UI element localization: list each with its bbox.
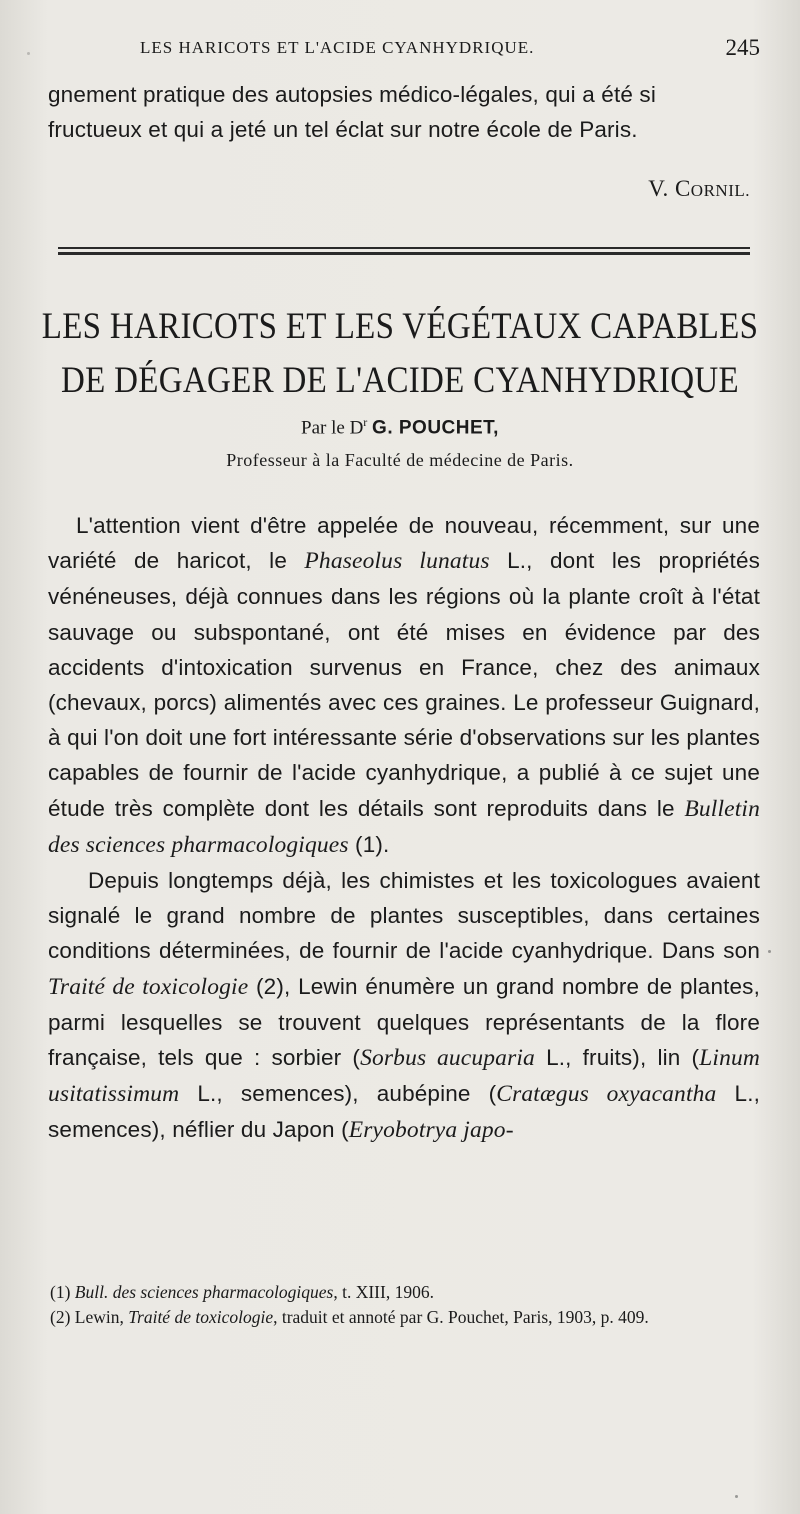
p2-text-3: L., fruits), lin ( [534, 1045, 700, 1071]
p2-text-2: (2), Lewin énumère un grand nombre de plantes, parmi lesquelles se trouvent quelques représentants de la flore française, tels que : sorbier ( [48, 973, 760, 1071]
signature-surname: ORNIL. [690, 181, 750, 200]
fn1-rest: , t. XIII, 1906. [333, 1282, 434, 1302]
previous-article-ending [48, 77, 760, 147]
fn2-title: Traité de toxicologie [128, 1307, 274, 1327]
byline-prefix: Par le D [301, 417, 364, 439]
p2-italic-sorbus: Sorbus aucuparia [360, 1045, 535, 1072]
scan-speck [768, 950, 771, 953]
previous-article-signature [648, 176, 750, 202]
p1-text-3: (1). [348, 831, 390, 857]
fn1-title: Bull. des sciences pharmacologiques [74, 1282, 334, 1302]
title-line-1: LES HARICOTS ET LES VÉGÉTAUX CAPABLES [41, 306, 759, 348]
fn1-number: (1) [50, 1282, 75, 1302]
byline [0, 415, 800, 439]
byline-sup: r [363, 415, 368, 429]
p2-italic-eryobotrya: Eryobotrya japo- [348, 1117, 514, 1144]
p2-text-5: L., semences), néflier du Japon ( [48, 1081, 760, 1143]
footnote-1 [50, 1280, 762, 1305]
page-number: 245 [725, 35, 760, 60]
divider-rule-thin [58, 247, 750, 249]
p1-italic-species: Phaseolus lunatus [304, 548, 490, 575]
author-affiliation: Professeur à la Faculté de médecine de Paris. [226, 450, 574, 470]
scan-speck [735, 1495, 738, 1498]
article-title [30, 300, 770, 408]
p2-italic-traite: Traité de toxicologie [48, 973, 249, 1000]
divider-rule-thick [58, 252, 750, 255]
continuation-line-1: gnement pratique des autopsies médico-légales, qui a été si [48, 82, 656, 107]
scan-speck [27, 52, 30, 55]
p1-italic-bulletin: Bulletin des sciences pharmacologiques [48, 795, 760, 858]
p1-text-1: L'attention vient d'être appelée de nouveau, récemment, sur une variété de haricot, le [48, 513, 760, 574]
p2-italic-crataegus: Cratægus oxyacantha [496, 1081, 717, 1108]
footnote-2 [50, 1305, 762, 1330]
p2-text-1: Depuis longtemps déjà, les chimistes et les toxicologues avaient signalé le grand nombre de plantes susceptibles, dans certaines conditions déterminées, de fournir de l'acide cyanhydrique. Dans son [48, 868, 760, 964]
p2-italic-linum: Linum usitatissimum [48, 1045, 761, 1108]
continuation-line-2: fructueux et qui a jeté un tel éclat sur notre école de Paris. [48, 117, 638, 143]
footnotes [50, 1280, 762, 1330]
fn2-number: (2) Lewin, [50, 1307, 129, 1327]
running-title: LES HARICOTS ET L'ACIDE CYANHYDRIQUE. [140, 38, 535, 57]
p1-text-2: L., dont les propriétés vénéneuses, déjà connues dans les régions où la plante croît à l'état sauvage ou subspontané, ont été mises en évidence par des accidents d'intoxication survenus en France, chez des animaux (chevaux, porcs) alimentés avec ces graines. Le professeur Guignard, à qui l'on doit une fort intéressante série d'observations sur les plantes capables de fournir de l'acide cyanhydrique, a publié à ce sujet une étude très complète dont les détails sont reproduits dans le [48, 548, 761, 821]
paragraph-2 [48, 863, 760, 1149]
paragraph-1 [48, 508, 760, 863]
article-body [48, 508, 760, 1149]
author-name: G. POUCHET, [372, 417, 499, 439]
title-line-2: DE DÉGAGER DE L'ACIDE CYANHYDRIQUE [61, 360, 739, 401]
signature-initial: V. C [648, 176, 691, 201]
p2-text-4: L., semences), aubépine ( [179, 1081, 497, 1107]
fn2-rest: , traduit et annoté par G. Pouchet, Paris, 1903, p. 409. [273, 1307, 649, 1327]
